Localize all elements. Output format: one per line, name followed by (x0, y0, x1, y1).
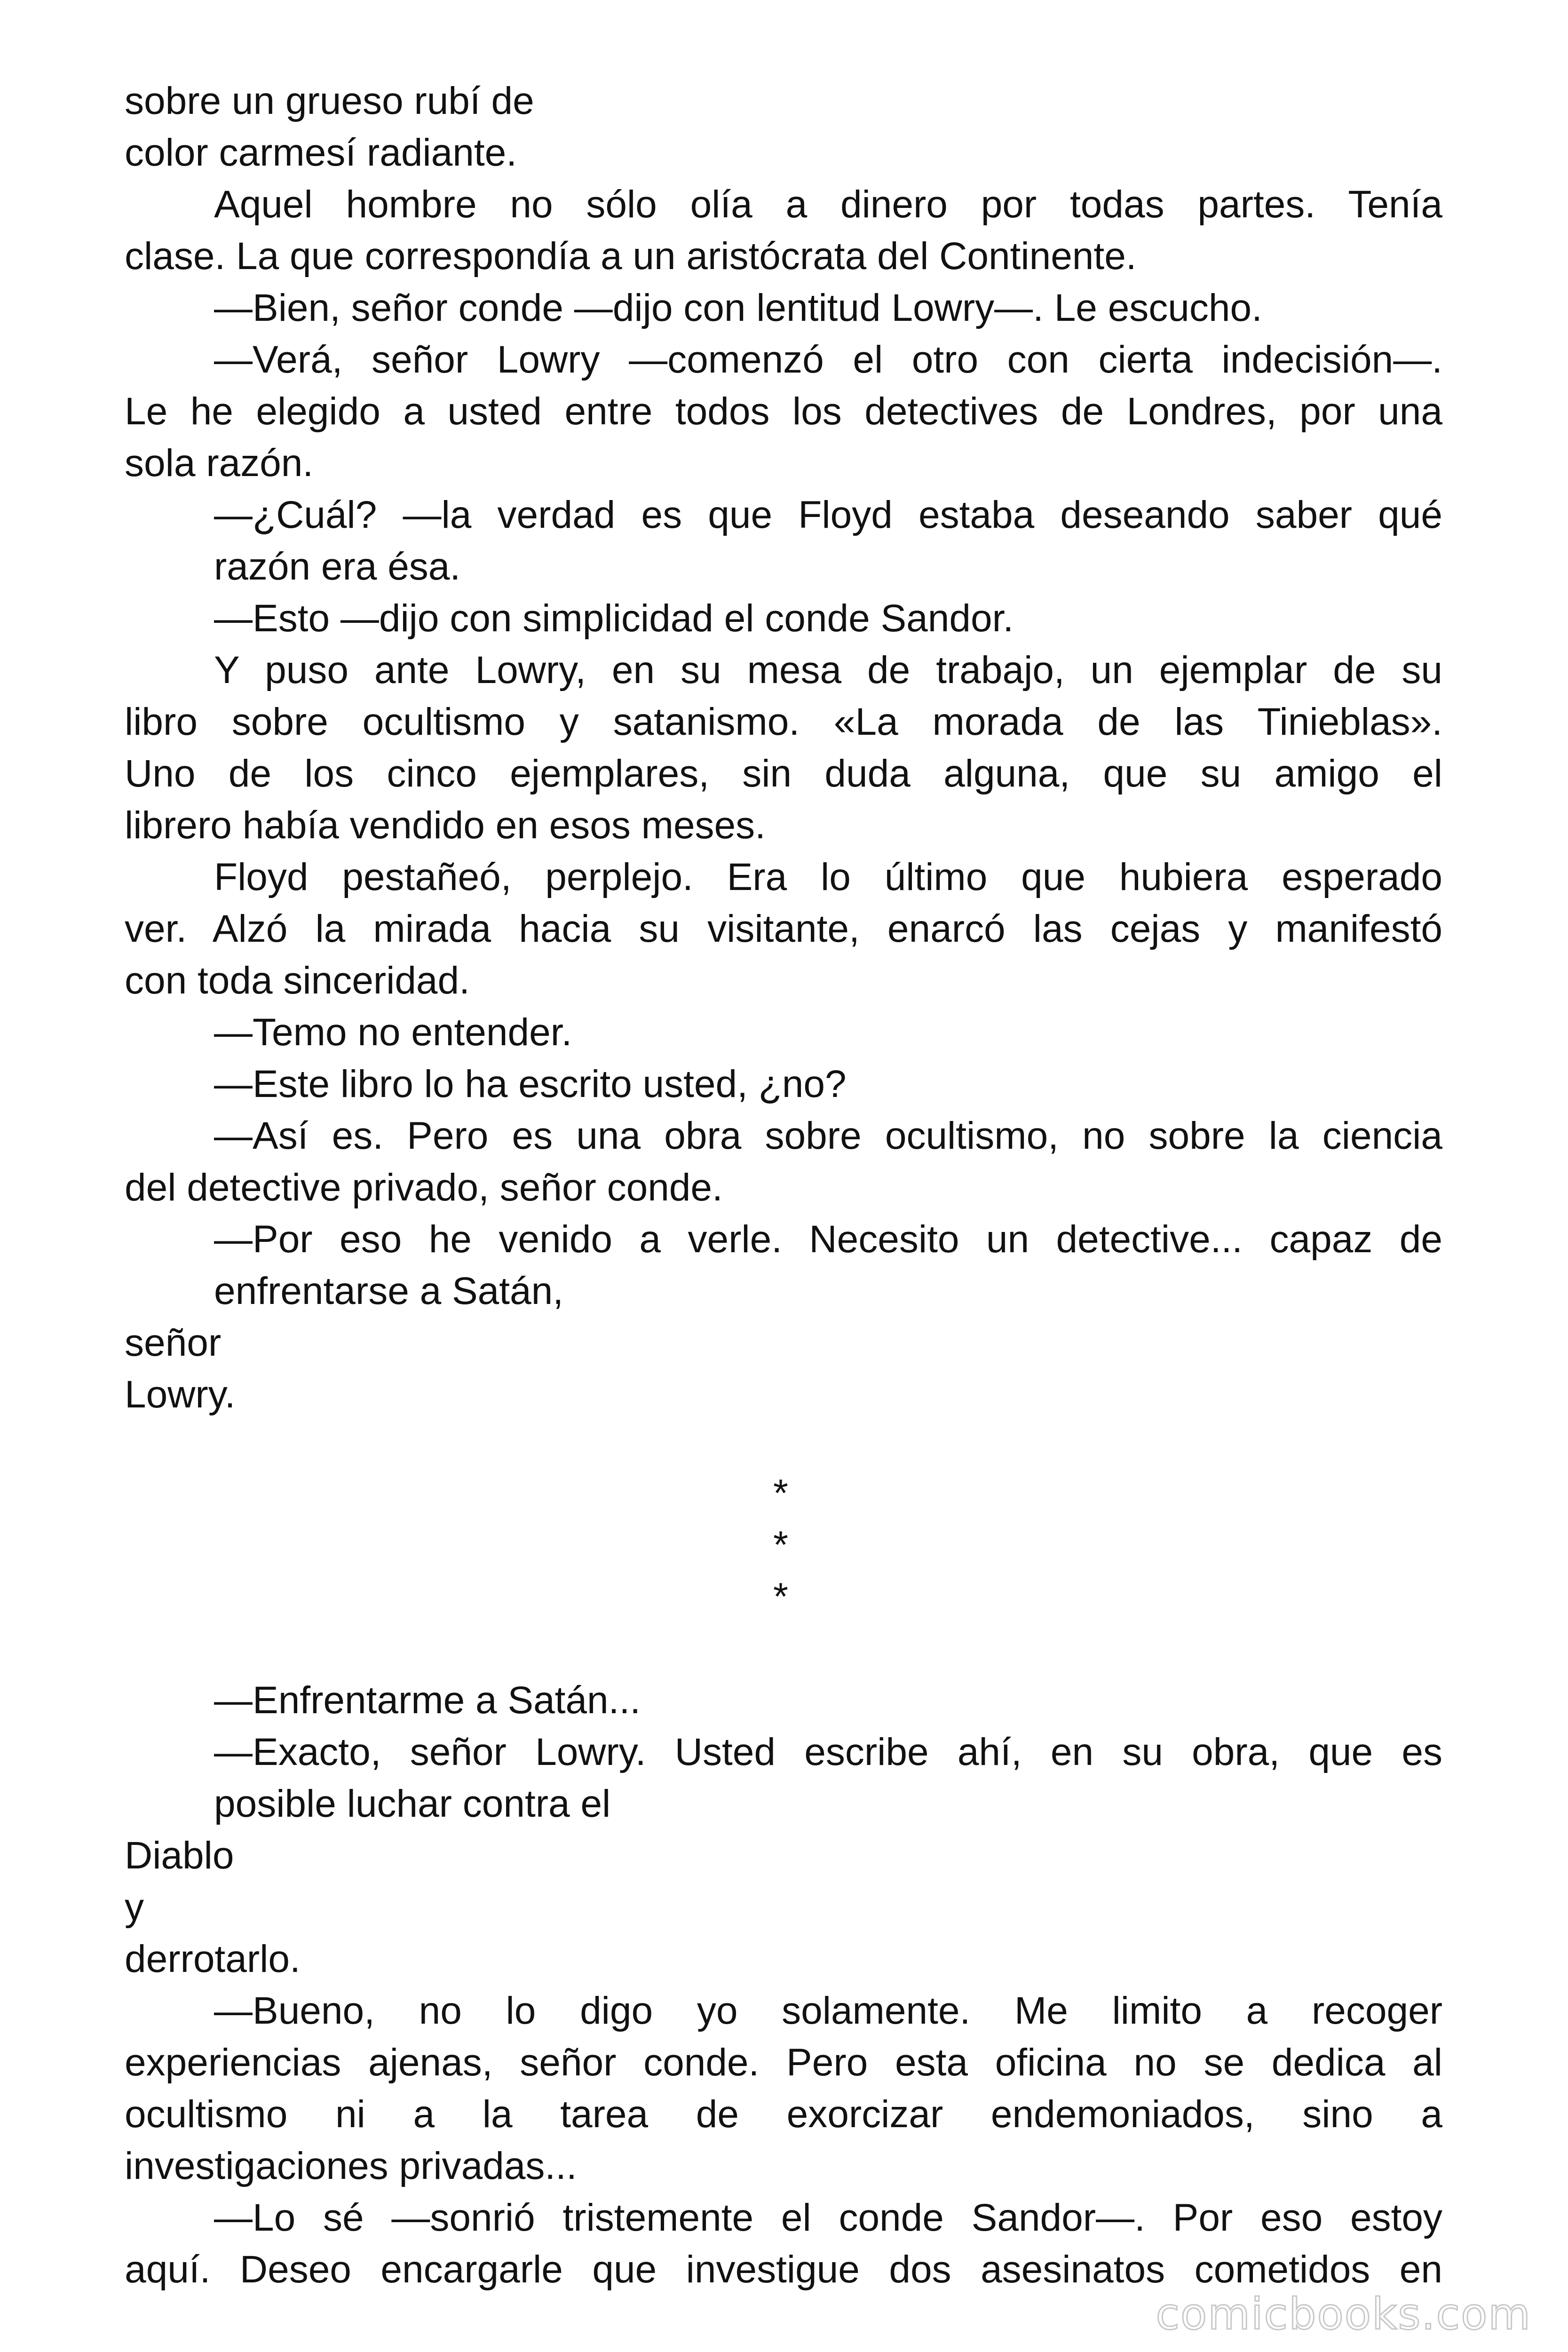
text-line: aquí. Deseo encargarle que investigue dos asesinatos cometidos en (125, 2248, 1442, 2291)
text-line: —Exacto, señor Lowry. Usted escribe ahí, en su obra, que es (214, 1731, 1442, 1773)
text-line: libro sobre ocultismo y satanismo. «La morada de las Tinieblas». (125, 700, 1442, 743)
text-line: y (125, 1886, 144, 1929)
text-line: Aquel hombre no sólo olía a dinero por todas partes. Tenía (214, 183, 1442, 226)
text-line: del detective privado, señor conde. (125, 1166, 723, 1209)
text-line: posible luchar contra el (214, 1782, 611, 1825)
text-line: ocultismo ni a la tarea de exorcizar endemoniados, sino a (125, 2093, 1442, 2136)
text-line: —Así es. Pero es una obra sobre ocultismo, no sobre la ciencia (214, 1114, 1442, 1157)
text-line: Y puso ante Lowry, en su mesa de trabajo, un ejemplar de su (214, 649, 1442, 691)
text-line: experiencias ajenas, señor conde. Pero esta oficina no se dedica al (125, 2041, 1442, 2084)
text-line: derrotarlo. (125, 1938, 301, 1980)
text-line: —Lo sé —sonrió tristemente el conde Sandor—. Por eso estoy (214, 2196, 1442, 2239)
section-break-asterisk: * (773, 1472, 788, 1515)
text-line: Le he elegido a usted entre todos los detectives de Londres, por una (125, 390, 1442, 433)
section-break-asterisk: * (773, 1524, 788, 1566)
watermark: comicbooks.com (1156, 2289, 1531, 2339)
text-line: razón era ésa. (214, 545, 461, 588)
text-line: —Verá, señor Lowry —comenzó el otro con cierta indecisión—. (214, 338, 1442, 381)
text-line: ver. Alzó la mirada hacia su visitante, enarcó las cejas y manifestó (125, 907, 1442, 950)
text-line: con toda sinceridad. (125, 959, 470, 1002)
section-break-asterisk: * (773, 1575, 788, 1618)
text-line: —Bueno, no lo digo yo solamente. Me limito a recoger (214, 1989, 1442, 2032)
text-line: investigaciones privadas... (125, 2145, 577, 2187)
text-line: —Temo no entender. (214, 1011, 572, 1054)
text-line: señor (125, 1321, 222, 1364)
text-line: sobre un grueso rubí de (125, 79, 534, 122)
text-line: color carmesí radiante. (125, 131, 517, 174)
text-line: clase. La que correspondía a un aristócrata del Continente. (125, 235, 1137, 278)
text-line: —Este libro lo ha escrito usted, ¿no? (214, 1063, 847, 1105)
text-line: Lowry. (125, 1373, 236, 1416)
text-line: Uno de los cinco ejemplares, sin duda alguna, que su amigo el (125, 752, 1442, 795)
text-line: Diablo (125, 1834, 234, 1877)
text-line: sola razón. (125, 442, 314, 485)
text-line: librero había vendido en esos meses. (125, 804, 766, 847)
text-line: —¿Cuál? —la verdad es que Floyd estaba deseando saber qué (214, 493, 1442, 536)
text-line: —Por eso he venido a verle. Necesito un detective... capaz de (214, 1218, 1442, 1261)
text-line: enfrentarse a Satán, (214, 1270, 564, 1312)
text-line: —Bien, señor conde —dijo con lentitud Lowry—. Le escucho. (214, 286, 1262, 329)
text-line: —Esto —dijo con simplicidad el conde Sandor. (214, 597, 1014, 640)
text-line: —Enfrentarme a Satán... (214, 1679, 641, 1722)
text-line: Floyd pestañeó, perplejo. Era lo último que hubiera esperado (214, 856, 1442, 898)
